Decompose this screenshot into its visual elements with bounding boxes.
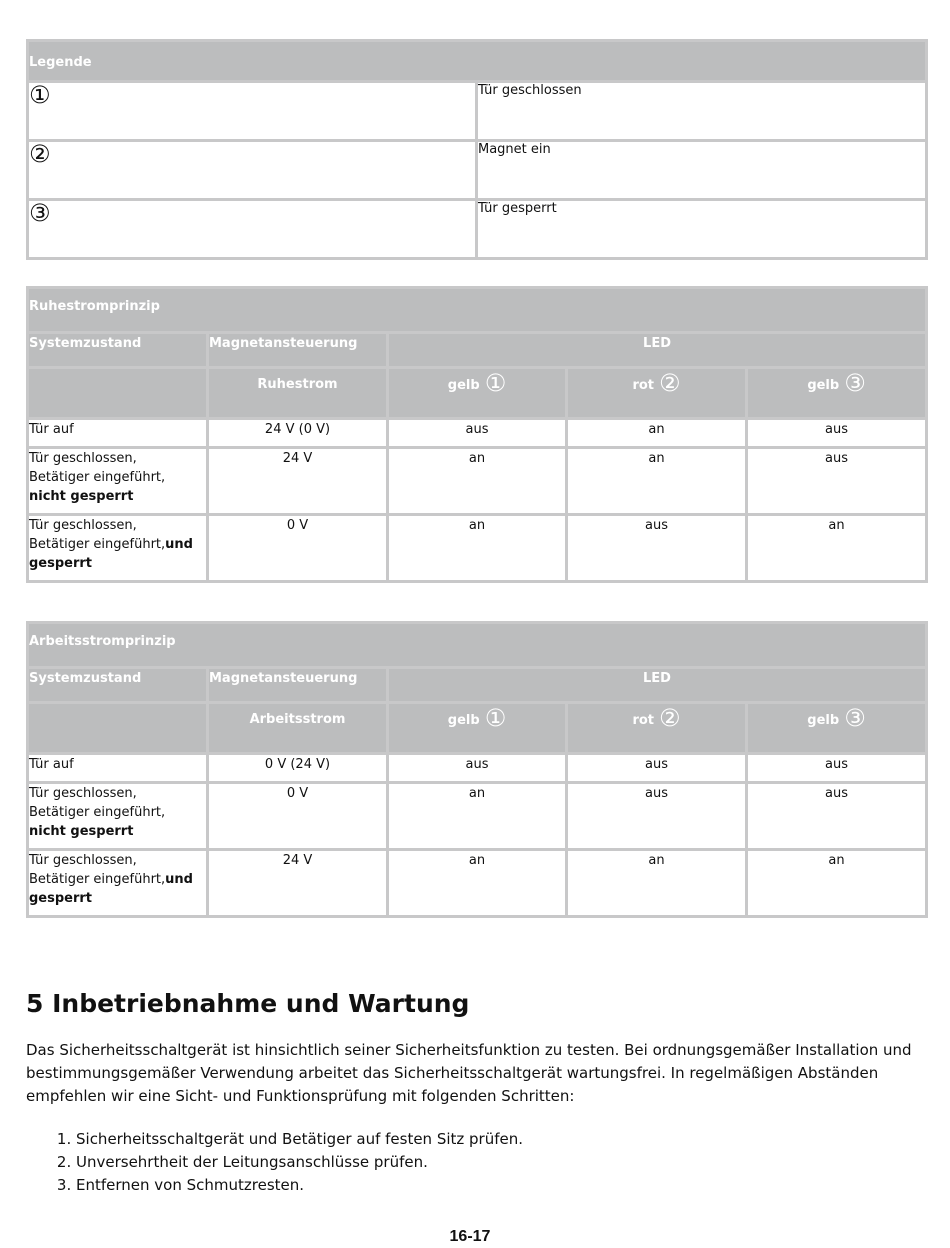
sub-header-magnet: Ruhestrom [208, 368, 388, 419]
table-row [28, 783, 927, 850]
circled-one-icon: ① [484, 704, 507, 732]
table-row [28, 419, 927, 448]
col-header-led: LED [388, 333, 927, 368]
header-blank [28, 703, 208, 754]
legend-text: Tür gesperrt [477, 200, 927, 259]
table-row [28, 754, 927, 783]
led2-cell: aus [567, 783, 747, 850]
led3-cell: aus [747, 783, 927, 850]
state-line: Tür geschlossen, [29, 853, 137, 868]
led3-cell: aus [747, 419, 927, 448]
table-title: Arbeitsstromprinzip [28, 623, 927, 668]
magnet-cell: 24 V [208, 850, 388, 917]
legend-symbol: ① [28, 82, 477, 141]
led1-cell: an [388, 850, 567, 917]
led2-cell: aus [567, 754, 747, 783]
magnet-cell: 24 V (0 V) [208, 419, 388, 448]
led-header [747, 703, 927, 754]
col-header-system: Systemzustand [28, 668, 208, 703]
led3-cell: aus [747, 754, 927, 783]
state-cell [28, 783, 208, 850]
section-paragraph: Das Sicherheitsschaltgerät ist hinsichtlich seiner Sicherheitsfunktion zu testen. Bei ordnungsgemäßer Installation und bestimmungsgemäßer Verwendung arbeitet das Sicherheitsschaltgerät wartungsfrei. In regelmäßigen Abständen empfehlen wir eine Sicht- und Funktionsprüfung mit folgenden Schritten: [26, 1041, 912, 1105]
state-cell: Tür auf [28, 754, 208, 783]
led-header [388, 703, 567, 754]
steps-list [26, 1128, 523, 1197]
led-header [567, 368, 747, 419]
section-heading: 5 Inbetriebnahme und Wartung [26, 989, 470, 1018]
state-cell [28, 448, 208, 515]
state-emphasis: nicht gesperrt [29, 489, 134, 504]
state-emphasis: nicht gesperrt [29, 824, 134, 839]
col-header-led: LED [388, 668, 927, 703]
legend-header: Legende [28, 41, 927, 82]
led1-cell: an [388, 448, 567, 515]
led2-cell: an [567, 850, 747, 917]
header-blank [28, 368, 208, 419]
list-item: 3. Entfernen von Schmutzresten. [76, 1174, 523, 1197]
led2-cell: aus [567, 515, 747, 582]
legend-symbol: ③ [28, 200, 477, 259]
state-cell [28, 515, 208, 582]
ruhestrom-table [26, 286, 928, 583]
state-line: Betätiger eingeführt, [29, 537, 166, 552]
col-header-magnet: Magnetansteuerung [208, 668, 388, 703]
state-line: Tür geschlossen, [29, 786, 137, 801]
table-row [28, 515, 927, 582]
legend-symbol: ② [28, 141, 477, 200]
table-row [28, 448, 927, 515]
circled-three-icon: ③ [844, 704, 866, 732]
state-line: Betätiger eingeführt, [29, 872, 166, 887]
state-line: Tür geschlossen, [29, 451, 137, 466]
arbeitsstrom-table [26, 621, 928, 918]
led-label: gelb [447, 713, 480, 728]
list-item: 1. Sicherheitsschaltgerät und Betätiger auf festen Sitz prüfen. [76, 1128, 523, 1151]
led-label: rot [632, 378, 655, 393]
legend-table [26, 39, 928, 260]
state-emphasis: gesperrt [29, 891, 93, 906]
sub-header-magnet: Arbeitsstrom [208, 703, 388, 754]
led3-cell: an [747, 850, 927, 917]
led2-cell: an [567, 419, 747, 448]
col-header-system: Systemzustand [28, 333, 208, 368]
state-cell [28, 850, 208, 917]
legend-row [28, 141, 927, 200]
led-label: rot [632, 713, 655, 728]
state-emphasis: und [165, 537, 193, 552]
table-title: Ruhestromprinzip [28, 288, 927, 333]
circled-two-icon: ② [659, 704, 681, 732]
magnet-cell: 0 V [208, 783, 388, 850]
page-number: 16-17 [449, 1228, 491, 1245]
table-row [28, 850, 927, 917]
circled-two-icon: ② [659, 369, 681, 397]
led-header [388, 368, 567, 419]
legend-row [28, 200, 927, 259]
circled-one-icon: ① [484, 369, 507, 397]
led1-cell: aus [388, 419, 567, 448]
state-cell: Tür auf [28, 419, 208, 448]
led1-cell: aus [388, 754, 567, 783]
state-emphasis: gesperrt [29, 556, 93, 571]
led-label: gelb [807, 378, 840, 393]
led-label: gelb [807, 713, 840, 728]
state-line: Betätiger eingeführt, [29, 805, 166, 820]
led1-cell: an [388, 783, 567, 850]
magnet-cell: 0 V [208, 515, 388, 582]
led-label: gelb [447, 378, 480, 393]
led2-cell: an [567, 448, 747, 515]
col-header-magnet: Magnetansteuerung [208, 333, 388, 368]
state-line: Betätiger eingeführt, [29, 470, 166, 485]
led3-cell: an [747, 515, 927, 582]
circled-three-icon: ③ [844, 369, 866, 397]
legend-text: Magnet ein [477, 141, 927, 200]
led-header [567, 703, 747, 754]
state-line: Tür geschlossen, [29, 518, 137, 533]
state-emphasis: und [165, 872, 193, 887]
magnet-cell: 24 V [208, 448, 388, 515]
led-header [747, 368, 927, 419]
led1-cell: an [388, 515, 567, 582]
led3-cell: aus [747, 448, 927, 515]
magnet-cell: 0 V (24 V) [208, 754, 388, 783]
legend-row [28, 82, 927, 141]
list-item: 2. Unversehrtheit der Leitungsanschlüsse prüfen. [76, 1151, 523, 1174]
legend-text: Tür geschlossen [477, 82, 927, 141]
